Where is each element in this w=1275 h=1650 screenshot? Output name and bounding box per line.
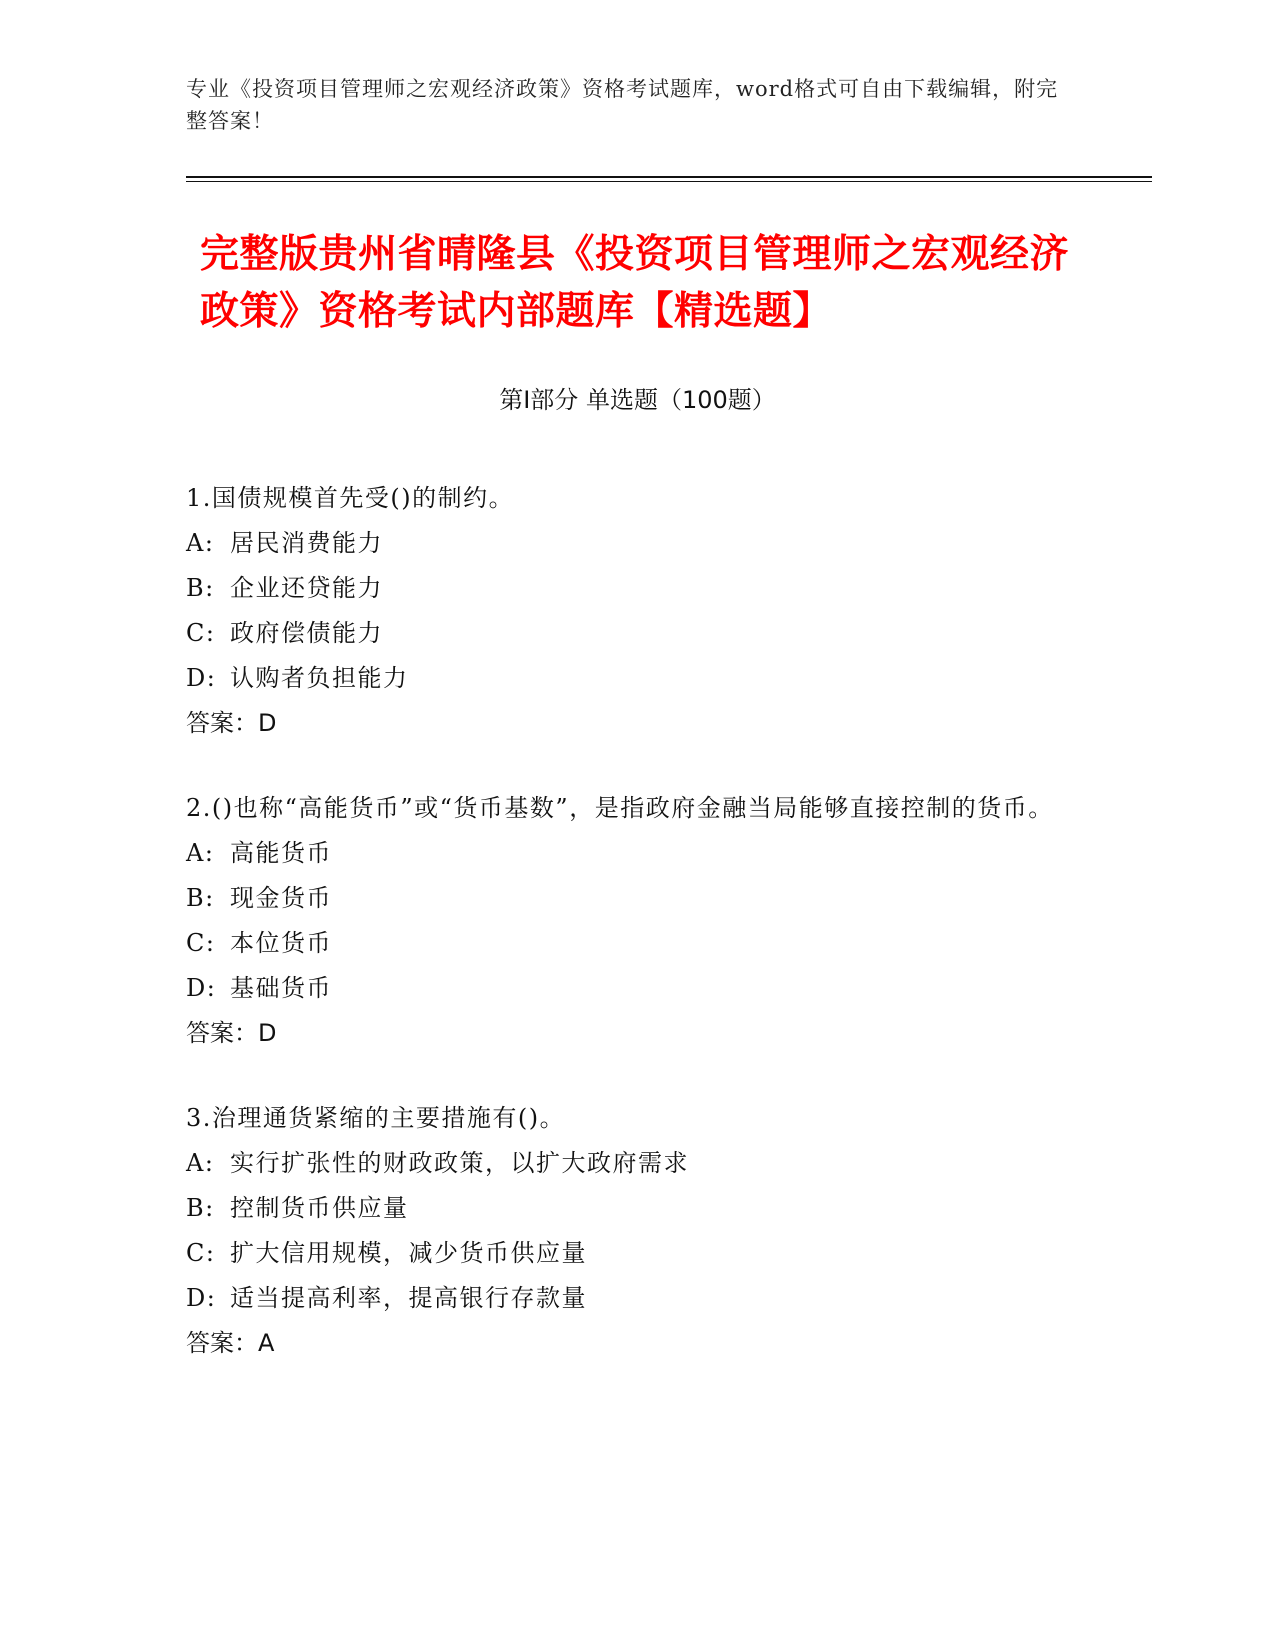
answer-value: D xyxy=(258,1019,277,1047)
section-title: 第I部分 单选题（100题） xyxy=(499,386,776,414)
option-text: 基础货币 xyxy=(230,974,332,1002)
answer-label: 答案： xyxy=(186,1019,258,1047)
answer-label: 答案： xyxy=(186,1329,258,1357)
answer-label: 答案： xyxy=(186,709,258,737)
header-rule-thick xyxy=(186,176,1152,178)
option-b xyxy=(186,876,1066,921)
option-text: 现金货币 xyxy=(230,884,332,912)
option-b xyxy=(186,566,1066,611)
option-d xyxy=(186,1276,1066,1321)
question-1 xyxy=(186,476,1066,746)
option-letter: D: xyxy=(186,664,217,692)
answer-value: D xyxy=(258,709,277,737)
option-c xyxy=(186,611,1066,656)
option-letter: D: xyxy=(186,974,217,1002)
option-c xyxy=(186,921,1066,966)
option-letter: B: xyxy=(186,574,215,602)
option-c xyxy=(186,1231,1066,1276)
question-stem: 2.()也称“高能货币”或“货币基数”，是指政府金融当局能够直接控制的货币。 xyxy=(186,794,1054,822)
option-letter: D: xyxy=(186,1284,217,1312)
answer-value: A xyxy=(258,1329,275,1357)
option-letter: B: xyxy=(186,884,215,912)
option-text: 企业还贷能力 xyxy=(230,574,383,602)
option-text: 认购者负担能力 xyxy=(230,664,409,692)
option-text: 政府偿债能力 xyxy=(230,619,383,647)
option-text: 本位货币 xyxy=(230,929,332,957)
option-a xyxy=(186,831,1066,876)
option-text: 实行扩张性的财政政策，以扩大政府需求 xyxy=(230,1149,689,1177)
option-letter: A: xyxy=(186,839,215,867)
option-letter: B: xyxy=(186,1194,215,1222)
option-letter: C: xyxy=(186,929,216,957)
header-rule-thin xyxy=(186,181,1152,182)
option-letter: A: xyxy=(186,529,215,557)
option-a xyxy=(186,521,1066,566)
answer-line xyxy=(186,1321,1066,1366)
answer-line xyxy=(186,701,1066,746)
question-2 xyxy=(186,786,1066,1056)
question-list xyxy=(186,476,1066,1406)
option-a xyxy=(186,1141,1066,1186)
question-stem: 1.国债规模首先受()的制约。 xyxy=(186,484,515,512)
option-text: 高能货币 xyxy=(230,839,332,867)
question-stem: 3.治理通货紧缩的主要措施有()。 xyxy=(186,1104,566,1132)
option-letter: C: xyxy=(186,619,216,647)
option-text: 控制货币供应量 xyxy=(230,1194,409,1222)
option-b xyxy=(186,1186,1066,1231)
option-text: 居民消费能力 xyxy=(230,529,383,557)
question-3 xyxy=(186,1096,1066,1366)
option-letter: A: xyxy=(186,1149,215,1177)
header-note: 专业《投资项目管理师之宏观经济政策》资格考试题库，word格式可自由下载编辑，附完整答案！ xyxy=(186,77,1059,133)
answer-line xyxy=(186,1011,1066,1056)
option-letter: C: xyxy=(186,1239,216,1267)
document-title: 完整版贵州省晴隆县《投资项目管理师之宏观经济政策》资格考试内部题库【精选题】 xyxy=(200,232,1070,334)
option-d xyxy=(186,656,1066,701)
option-text: 适当提高利率，提高银行存款量 xyxy=(230,1284,587,1312)
option-text: 扩大信用规模，减少货币供应量 xyxy=(230,1239,587,1267)
option-d xyxy=(186,966,1066,1011)
